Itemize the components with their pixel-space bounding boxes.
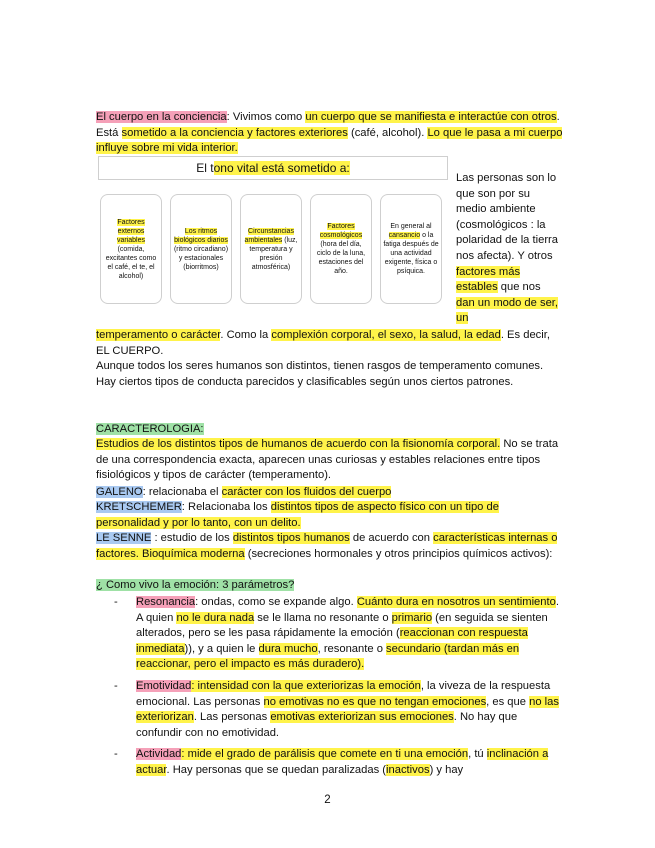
diagram-box-circunstancias bbox=[240, 194, 302, 304]
term-galeno: GALENO bbox=[96, 486, 143, 498]
highlight: factores más estables bbox=[456, 265, 521, 294]
text: )), y a quien le bbox=[184, 642, 259, 655]
text: : relacionaba el bbox=[142, 486, 222, 498]
highlight: Lo que le pasa a mi cuerpo influye sobre mi vida interior. bbox=[96, 126, 563, 155]
diagram-box-cansancio bbox=[380, 194, 442, 304]
highlight: emotivas exteriorizan sus emociones bbox=[270, 711, 454, 724]
highlight: CARACTEROLOGIA: bbox=[96, 423, 204, 435]
page-number: 2 bbox=[324, 794, 331, 806]
term-kretschemer: KRETSCHEMER bbox=[96, 501, 182, 513]
highlight: temperamento o carácter bbox=[96, 329, 221, 341]
highlight: complexión corporal, el sexo, la salud, la edad bbox=[271, 329, 501, 341]
text: , resonante o bbox=[317, 642, 387, 655]
text: ) y hay bbox=[429, 763, 464, 776]
emocion-heading bbox=[96, 578, 564, 594]
paragraph-le-senne bbox=[96, 531, 564, 562]
text: , tú bbox=[468, 748, 487, 761]
term-emotividad: Emotividad bbox=[136, 679, 192, 692]
paragraph-temperamento bbox=[96, 328, 564, 359]
highlight: no las exteriorizan bbox=[136, 695, 559, 724]
paragraph-seres-humanos: Aunque todos los seres humanos son distintos, tienen rasgos de temperamento comunes. Hay ciertos tipos de conducta parecidos y clasificables según unos ciertos patrones. bbox=[96, 360, 544, 388]
text: El t bbox=[196, 161, 214, 175]
highlight: sometido a la conciencia y factores exteriores bbox=[121, 126, 348, 139]
highlight: inclinación a actuar bbox=[136, 748, 549, 776]
text: (ritmo circadiano) y estacionales (biorritmos) bbox=[173, 245, 229, 271]
paragraph-cuerpo-conciencia bbox=[96, 110, 564, 157]
text: (en seguida se sienten alterados, pero se les pasa rápidamente la emoción ( bbox=[136, 611, 548, 640]
text: o la fatiga después de una actividad exigente, física o psíquica. bbox=[383, 232, 439, 275]
text: (luz, temperatura y presión atmosférica) bbox=[249, 236, 298, 271]
paragraph-galeno bbox=[96, 485, 564, 501]
text: : Relacionaba los bbox=[181, 501, 271, 513]
text: . Es decir, EL CUERPO. bbox=[96, 329, 550, 357]
side-text bbox=[456, 171, 560, 327]
highlight: carácter con los fluidos del cuerpo bbox=[221, 486, 392, 498]
text: Las personas son lo que son por su medio ambiente (cosmológicos : la polaridad de la tierra nos afecta). Y otros bbox=[456, 172, 558, 262]
highlight: (tardan más en reaccionar, pero el impacto es más duradero). bbox=[136, 642, 520, 671]
text: (hora del día, ciclo de la luna, estaciones del año. bbox=[316, 241, 366, 275]
text: : Vivimos como bbox=[226, 111, 306, 123]
parametros-list bbox=[96, 595, 566, 779]
highlight: un cuerpo que se manifiesta e interactúe con otros bbox=[305, 111, 557, 123]
text: : estudio de los bbox=[151, 532, 233, 544]
text: . Está bbox=[96, 111, 560, 139]
highlight: secundario bbox=[386, 642, 441, 655]
text: : ondas, como se expande algo. bbox=[195, 596, 357, 608]
list-item-emotividad bbox=[96, 679, 566, 741]
text: , es que bbox=[486, 695, 530, 708]
text: se le llama no resonante o bbox=[254, 611, 392, 624]
text: (café, alcohol). bbox=[347, 126, 428, 139]
highlight: distintos tipos de aspecto físico con un tipo de personalidad y por lo tanto, con un delito. bbox=[96, 501, 499, 529]
diagram-box-factores-externos bbox=[100, 194, 162, 304]
diagram-box-cosmologicos bbox=[310, 194, 372, 304]
highlight: Factores externos variables bbox=[116, 218, 145, 244]
text: de acuerdo con bbox=[349, 532, 434, 544]
term-le-senne: LE SENNE bbox=[96, 532, 152, 544]
highlight: Estudios de los distintos tipos de humanos de acuerdo con la fisionomía corporal. bbox=[96, 438, 501, 450]
highlight: inactivos bbox=[386, 763, 430, 776]
text: . Como la bbox=[220, 329, 272, 341]
text: . Hay personas que se quedan paralizadas ( bbox=[166, 763, 387, 776]
highlight: dan un modo de ser, un bbox=[456, 296, 559, 325]
text: . No hay que confundir con no emotividad. bbox=[136, 711, 518, 739]
highlight: : intensidad con la que exteriorizas la emoción bbox=[191, 679, 421, 692]
highlight: cansancio bbox=[388, 232, 421, 239]
highlight: distintos tipos humanos bbox=[232, 532, 350, 544]
highlight: características internas o factores. Bioquímica moderna bbox=[96, 532, 558, 560]
highlight: reaccionan con respuesta inmediata bbox=[136, 627, 528, 655]
paragraph-caracterologia bbox=[96, 437, 564, 484]
tono-vital-diagram bbox=[98, 154, 450, 318]
highlight: Cuánto dura en nosotros un sentimiento bbox=[356, 596, 556, 608]
text: En general al bbox=[390, 223, 432, 230]
highlight: Circunstancias ambientales bbox=[244, 227, 294, 244]
text: que nos bbox=[497, 281, 541, 294]
text: . Las personas bbox=[193, 711, 271, 724]
list-item-actividad bbox=[96, 747, 566, 778]
text: , la viveza de la respuesta emocional. Las personas bbox=[136, 679, 551, 708]
term-resonancia: Resonancia bbox=[136, 596, 196, 608]
highlight: ono vital está sometido a: bbox=[213, 161, 350, 175]
term-cuerpo-conciencia: El cuerpo en la conciencia bbox=[96, 111, 227, 123]
diagram-box-ritmos bbox=[170, 194, 232, 304]
highlight: ¿ Como vivo la emoción: 3 parámetros? bbox=[96, 579, 295, 591]
highlight: dura mucho bbox=[258, 642, 318, 655]
text: (comida, excitantes como el café, el te, el alcohol) bbox=[105, 245, 157, 280]
highlight: no emotivas no es que no tengan emociones bbox=[263, 695, 487, 708]
highlight: Factores cosmológicos bbox=[319, 223, 363, 239]
text: . A quien bbox=[136, 596, 559, 624]
text: No se trata de una correspondencia exacta, aparecen unas curiosas y estables relaciones entre tipos fisiológicos y tipos de carácter (temperamento). bbox=[96, 438, 559, 482]
highlight: Los ritmos biológicos diarios bbox=[174, 227, 228, 244]
highlight: no le dura nada bbox=[176, 611, 255, 624]
text: (secreciones hormonales y otros principios químicos activos): bbox=[244, 547, 553, 560]
diagram-title bbox=[98, 156, 448, 180]
term-actividad: Actividad bbox=[136, 748, 182, 761]
list-item-resonancia bbox=[96, 595, 566, 673]
highlight: : mide el grado de parálisis que comete en ti una emoción bbox=[181, 748, 469, 761]
highlight: primario bbox=[391, 611, 433, 624]
caracterologia-heading bbox=[96, 422, 564, 438]
paragraph-kretschemer bbox=[96, 500, 564, 531]
